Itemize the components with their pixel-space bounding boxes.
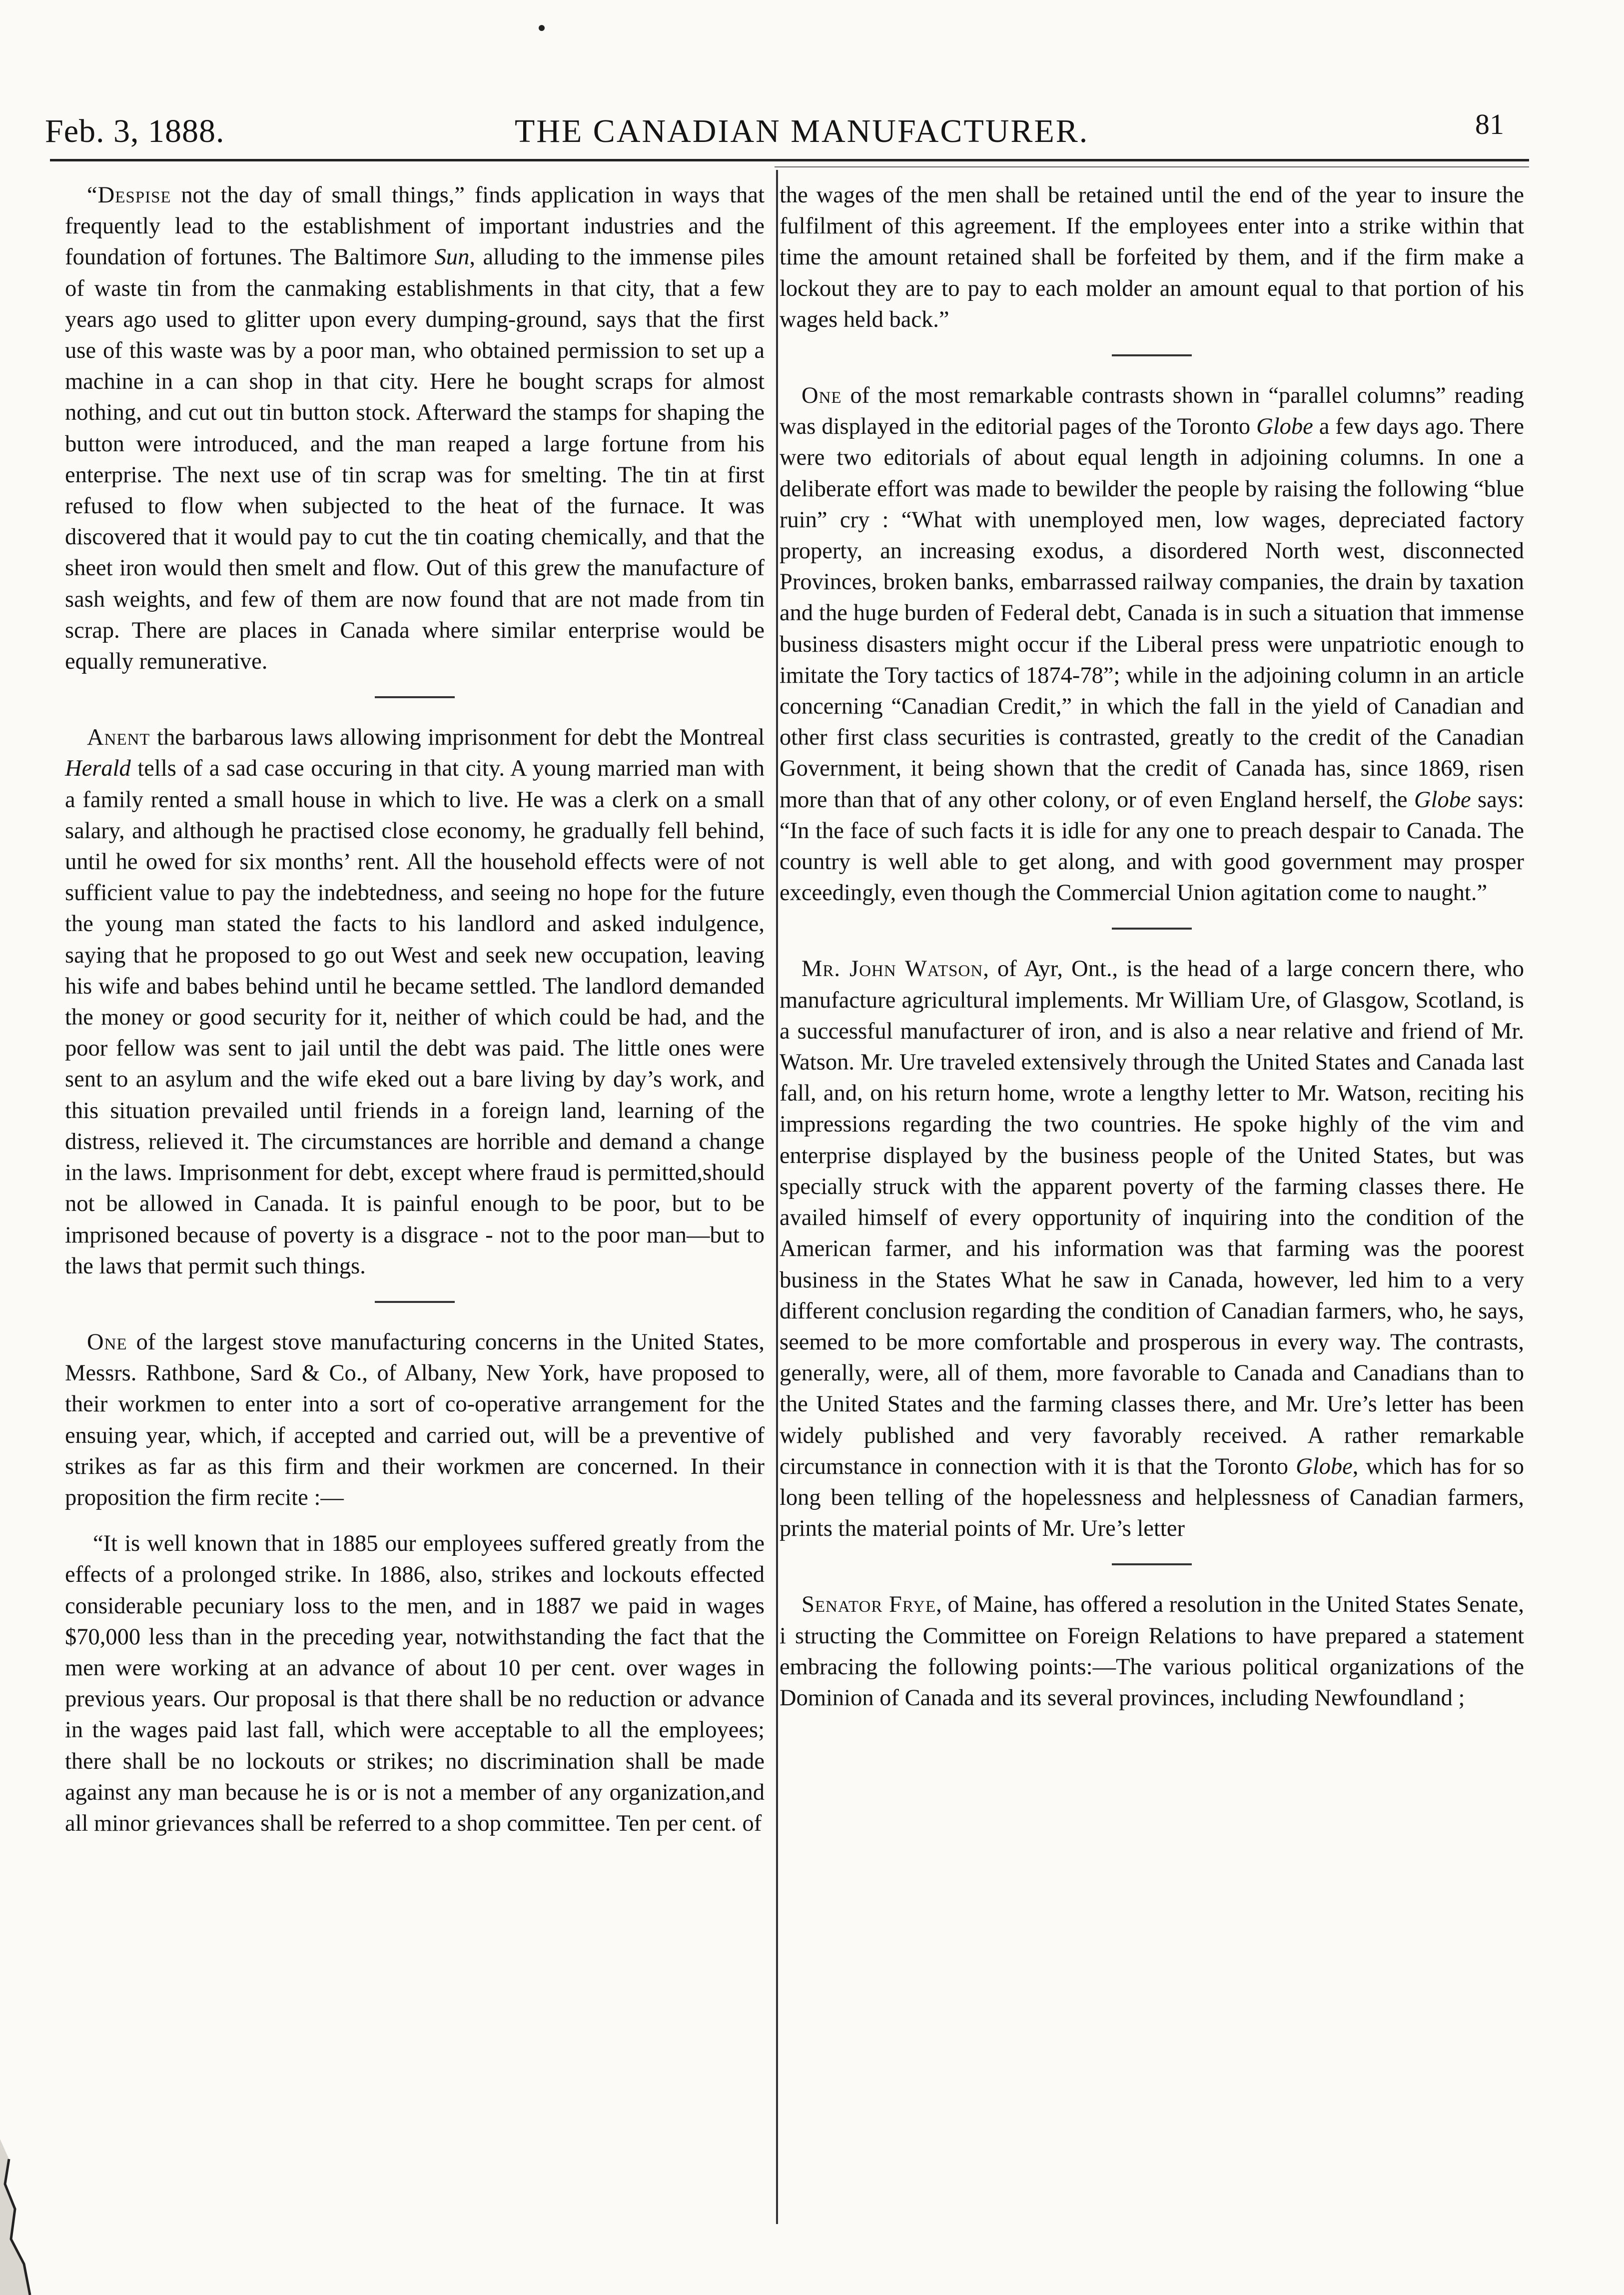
publication-title: THE CANADIAN MANUFACTURER. bbox=[515, 113, 1089, 149]
article-stove-manufacturers bbox=[65, 1327, 765, 1513]
article-imprisonment-for-debt bbox=[65, 722, 765, 1282]
article-text: , of Maine, has offered a resolution in the United States Senate, i structing the Committee on Foreign Relations to have prepared a statement embracing the following points:—The various political organizations of the Dominion of Canada and its several provinces, including Newfoundland ; bbox=[780, 1592, 1525, 1711]
page-number: 81 bbox=[1475, 108, 1504, 140]
article-lead-word: One bbox=[87, 1329, 127, 1355]
article-lead-word: Mr. John Watson bbox=[802, 956, 983, 982]
firm-proposal-quote: “It is well known that in 1885 our employees suffered greatly from the effects of a prolonged strike. In 1886, also, strikes and lockouts effected considerable pecuniary loss to the men, and in 1887 we paid in wages $70,000 less than in the preceding year, notwithstanding the fact that the men were working at an advance of about 10 per cent. over wages in previous years. Our proposal is that there shall be no reduction or advance in the wages paid last fall, which were acceptable to all the employees; there shall be no lockouts or strikes; no discrimination shall be made against any man because he is or is not a member of any organization,and all minor grievances shall be referred to a shop committee. Ten per cent. of bbox=[65, 1531, 765, 1836]
article-separator bbox=[1112, 354, 1192, 356]
article-text: not the day of small things,” finds application in ways that frequently lead to the establishment of important industries and the foundation of fortunes. The Baltimore bbox=[65, 182, 765, 270]
newspaper-name: Globe bbox=[1256, 414, 1313, 440]
article-text: , alluding to the immense piles of waste tin from the canmaking establishments in that city, that a few years ago used to glitter upon every dumping-ground, says that the first use of this waste was by a poor man, who obtained permission to set up a machine in a can shop in that city. Here he bought scraps for almost nothing, and cut out tin button stock. Afterward the stamps for shaping the button were introduced, and the man reaped a large fortune from his enterprise. The next use of tin scrap was for smelting. The tin at first refused to flow when subjected to the heat of the furnace. It was discovered that it would pay to cut the tin coating chemically, and that the sheet iron would then smelt and flow. Out of this grew the manufacture of sash weights, and few of them are now found that are not made from tin scrap. There are places in Canada where similar enterprise would be equally remunerative. bbox=[65, 244, 765, 675]
firm-proposal-quote-continued: the wages of the men shall be retained until the end of the year to insure the fulfilment of this agreement. If the employees enter into a strike within that time the amount retained shall be forfeited by them, and if the firm make a lockout they are to pay to each molder an amount equal to that portion of his wages held back.” bbox=[780, 182, 1524, 332]
article-lead-word: Senator Frye bbox=[802, 1592, 936, 1618]
article-lead-word: “Despise bbox=[87, 182, 171, 208]
article-text: , which has for so long been telling of the hopelessness and helplessness of Canadian farmers, prints the material points of Mr. Ure’s letter bbox=[780, 1453, 1524, 1542]
article-lead-word: One bbox=[802, 383, 842, 409]
ink-speck bbox=[539, 25, 545, 31]
header-rule-secondary bbox=[775, 166, 1529, 167]
article-text: says: “In the face of such facts it is idle for any one to preach despair to Canada. The country is well able to get along, and with good government may prosper exceedingly, even though the Commercial Union agitation come to naught.” bbox=[780, 787, 1524, 906]
article-separator bbox=[375, 696, 455, 698]
article-separator bbox=[1112, 928, 1192, 930]
issue-date: Feb. 3, 1888. bbox=[45, 113, 225, 149]
newspaper-name: Globe bbox=[1414, 787, 1471, 813]
left-column bbox=[65, 180, 765, 1839]
newspaper-name: Herald bbox=[65, 756, 131, 782]
article-parallel-columns bbox=[780, 380, 1524, 909]
newspaper-name: Sun bbox=[434, 244, 470, 270]
article-text: a few days ago. There were two editorials of about equal length in adjoining columns. In one a deliberate effort was made to bewilder the people by raising the following “blue ruin” cry : “What with unemployed men, low wages, depreciated factory property, an increasing exodus, a disordered North west, disconnected Provinces, broken banks, embarrassed railway companies, the drain by taxation and the huge burden of Federal debt, Canada is in such a situation that immense business disasters might occur if the Liberal press were unpatriotic enough to imitate the Tory tactics of 1874-78”; while in the adjoining column in an article concerning “Canadian Credit,” in which the fall in the yield of Canadian and other first class securities is contrasted, greatly to the credit of the Canadian Government, it being shown that the credit of Canada has, since 1869, risen more than that of any other colony, or of even England herself, the bbox=[780, 414, 1524, 813]
header-rule bbox=[50, 159, 1529, 161]
article-text: of the largest stove manufacturing concerns in the United States, Messrs. Rathbone, Sard & Co., of Albany, New York, have proposed to their workmen to enter into a sort of co-operative arrangement for the ensuing year, which, if accepted and carried out, will be a preventive of strikes as far as this firm and their workmen are concerned. In their proposition the firm recite :— bbox=[65, 1329, 765, 1510]
column-divider bbox=[776, 170, 778, 2224]
article-lead-word: Anent bbox=[87, 725, 150, 751]
article-text: of the most remarkable contrasts shown in “parallel columns” reading was displayed in the editorial pages of the Toronto bbox=[780, 383, 1524, 440]
article-text: , of Ayr, Ont., is the head of a large concern there, who manufacture agricultural implements. Mr William Ure, of Glasgow, Scotland, is a successful manufacturer of iron, and is also a near relative and friend of Mr. Watson. Mr. Ure traveled extensively through the United States and Canada last fall, and, on his return home, wrote a lengthy letter to Mr. Watson, reciting his impressions regarding the two countries. He spoke highly of the vim and enterprise displayed by the business people of the United States, but was specially struck with the apparent poverty of the farming classes there. He availed himself of every opportunity of inquiring into the condition of the American farmer, and his information was that farming was the poorest business in the States What he saw in Canada, however, led him to a very different conclusion regarding the condition of Canadian farmers, who, he says, seemed to be more comfortable and prosperous in every way. The contrasts, generally, were, all of them, more favorable to Canada and Canadians than to the United States and the farming classes there, and Mr. Ure’s letter has been widely published and very favorably received. A rather remarkable circumstance in connection with it is that the Toronto bbox=[780, 956, 1525, 1479]
page-header bbox=[45, 107, 1524, 157]
right-column bbox=[780, 180, 1524, 1714]
article-senator-frye bbox=[780, 1589, 1524, 1714]
article-text: tells of a sad case occuring in that city. A young married man with a family rented a small house in which to live. He was a clerk on a small salary, and although he practised close economy, he gradually fell behind, until he owed for six months’ rent. All the household effects were of not sufficient value to pay the indebtedness, and seeing no hope for the future the young man stated the facts to his landlord and asked indulgence, saying that he proposed to go out West and seek new occupation, leaving his wife and babes behind until he became settled. The landlord demanded the money or good security for it, neither of which could be had, and the poor fellow was sent to jail until the debt was paid. The little ones were sent to an asylum and the wife eked out a bare living by day’s work, and this situation prevailed until friends in a foreign land, learning of the distress, relieved it. The circumstances are horrible and demand a change in the laws. Imprisonment for debt, except where fraud is permitted,should not be allowed in Canada. It is painful enough to be poor, but to be imprisoned because of poverty is a disgrace - not to the poor man—but to the laws that permit such things. bbox=[65, 756, 765, 1279]
article-separator bbox=[375, 1301, 455, 1303]
newspaper-name: Globe bbox=[1296, 1453, 1353, 1479]
article-small-things bbox=[65, 180, 765, 677]
article-john-watson bbox=[780, 954, 1524, 1544]
article-text: the barbarous laws allowing imprisonment for debt the Montreal bbox=[150, 725, 765, 751]
torn-page-edge bbox=[0, 2139, 45, 2295]
article-separator bbox=[1112, 1563, 1192, 1565]
